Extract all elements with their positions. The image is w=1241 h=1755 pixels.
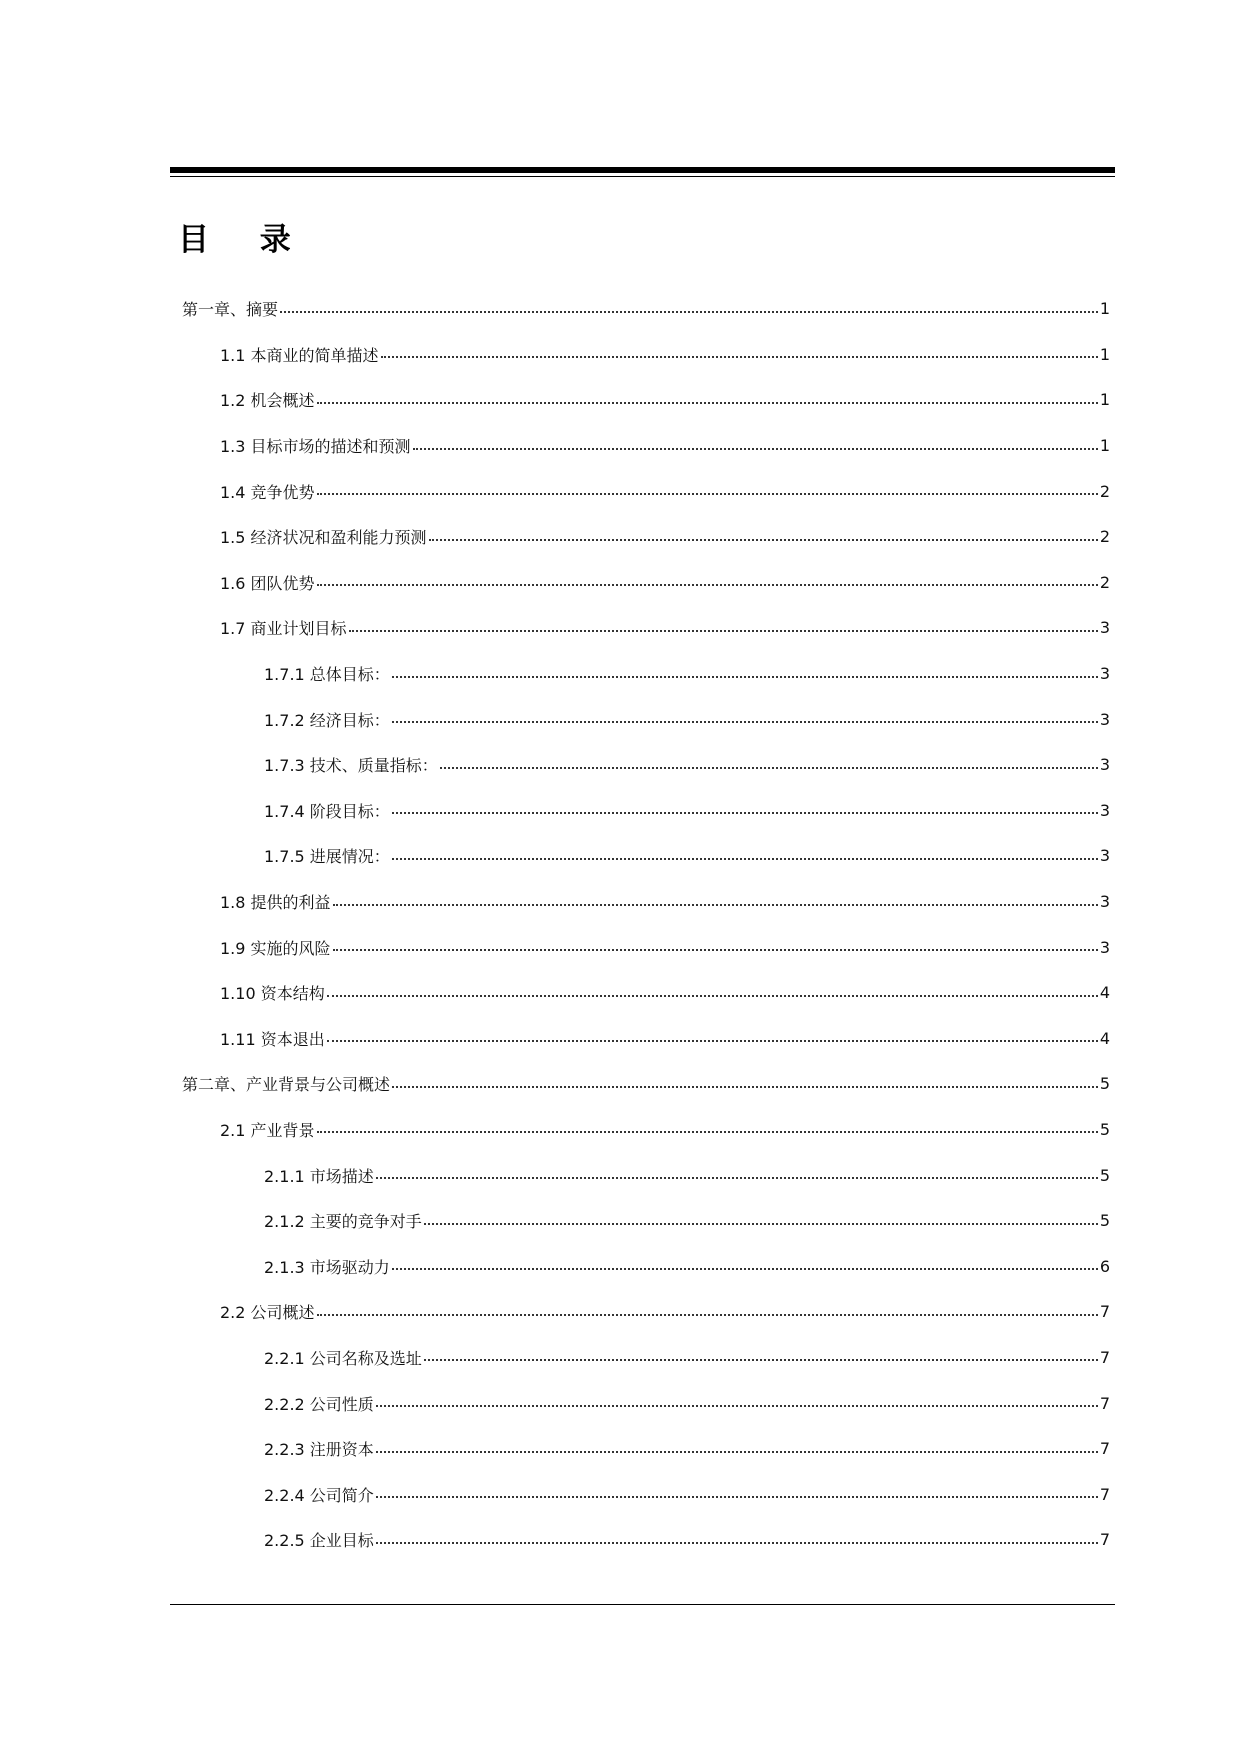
toc-leader-dots <box>317 402 1098 404</box>
toc-leader-dots <box>317 1131 1098 1133</box>
toc-leader-dots <box>424 1223 1098 1225</box>
toc-entry-label: 第一章、摘要 <box>182 300 279 320</box>
toc-entry-label: 1.7.4 阶段目标： <box>264 801 390 821</box>
toc-entry[interactable] <box>182 788 1110 834</box>
toc-entry-page-number: 1 <box>1099 344 1110 364</box>
toc-leader-dots <box>317 584 1098 586</box>
toc-leader-dots <box>376 1177 1098 1179</box>
toc-entry-label: 2.1.3 市场驱动力 <box>264 1257 390 1277</box>
footer-rule <box>170 1604 1115 1605</box>
toc-entry-label: 1.7.1 总体目标： <box>264 665 390 685</box>
toc-entry-page-number: 5 <box>1099 1074 1110 1094</box>
toc-leader-dots <box>349 630 1098 632</box>
toc-entry-page-number: 7 <box>1099 1302 1110 1322</box>
toc-entry[interactable] <box>182 423 1110 469</box>
toc-entry[interactable] <box>182 1152 1110 1198</box>
toc-leader-dots <box>376 1542 1098 1544</box>
toc-entry-page-number: 7 <box>1099 1530 1110 1550</box>
toc-entry-label: 1.7.2 经济目标： <box>264 710 390 730</box>
toc-entry-page-number: 6 <box>1099 1256 1110 1276</box>
toc-entry-page-number: 1 <box>1099 299 1110 319</box>
toc-leader-dots <box>327 995 1098 997</box>
toc-leader-dots <box>392 721 1098 723</box>
toc-entry-page-number: 7 <box>1099 1484 1110 1504</box>
toc-entry-label: 2.2.4 公司简介 <box>264 1485 374 1505</box>
toc-entry-label: 2.2.3 注册资本 <box>264 1440 374 1460</box>
toc-entry-label: 1.9 实施的风险 <box>220 938 331 958</box>
toc-entry[interactable] <box>182 1471 1110 1517</box>
toc-entry[interactable] <box>182 1243 1110 1289</box>
toc-leader-dots <box>392 1268 1098 1270</box>
toc-entry-label: 第二章、产业背景与公司概述 <box>182 1075 391 1095</box>
toc-entry-page-number: 3 <box>1099 618 1110 638</box>
toc-entry-label: 1.10 资本结构 <box>220 984 325 1004</box>
toc-entry[interactable] <box>182 1016 1110 1062</box>
toc-entry-page-number: 5 <box>1099 1119 1110 1139</box>
toc-entry-label: 1.6 团队优势 <box>220 573 315 593</box>
toc-leader-dots <box>317 1314 1098 1316</box>
toc-leader-dots <box>392 812 1098 814</box>
toc-entry-label: 1.3 目标市场的描述和预测 <box>220 437 411 457</box>
toc-leader-dots <box>333 904 1098 906</box>
toc-entry-page-number: 1 <box>1099 390 1110 410</box>
toc-entry-page-number: 3 <box>1099 937 1110 957</box>
toc-entry[interactable] <box>182 742 1110 788</box>
toc-entry-label: 1.11 资本退出 <box>220 1029 325 1049</box>
toc-entry[interactable] <box>182 468 1110 514</box>
toc-entry[interactable] <box>182 560 1110 606</box>
toc-entry-label: 2.2.2 公司性质 <box>264 1394 374 1414</box>
toc-entry[interactable] <box>182 970 1110 1016</box>
toc-leader-dots <box>327 1040 1098 1042</box>
toc-leader-dots <box>317 493 1098 495</box>
toc-entry[interactable] <box>182 1426 1110 1472</box>
header-rule-thick <box>170 167 1115 173</box>
toc-entry-page-number: 7 <box>1099 1393 1110 1413</box>
toc-entry-label: 2.2.1 公司名称及选址 <box>264 1348 422 1368</box>
toc-entry-page-number: 3 <box>1099 755 1110 775</box>
toc-entry-label: 2.2.5 企业目标 <box>264 1531 374 1551</box>
toc-entry[interactable] <box>182 651 1110 697</box>
toc-leader-dots <box>333 949 1098 951</box>
toc-entry[interactable] <box>182 514 1110 560</box>
toc-entry[interactable] <box>182 924 1110 970</box>
toc-entry-label: 2.2 公司概述 <box>220 1303 315 1323</box>
toc-entry-page-number: 3 <box>1099 709 1110 729</box>
toc-entry-page-number: 4 <box>1099 983 1110 1003</box>
toc-entry[interactable] <box>182 286 1110 332</box>
toc-entry-page-number: 2 <box>1099 527 1110 547</box>
toc-entry-page-number: 3 <box>1099 846 1110 866</box>
toc-entry-label: 1.5 经济状况和盈利能力预测 <box>220 528 427 548</box>
toc-entry[interactable] <box>182 377 1110 423</box>
toc-leader-dots <box>392 858 1098 860</box>
toc-entry-page-number: 3 <box>1099 664 1110 684</box>
toc-entry[interactable] <box>182 1198 1110 1244</box>
toc-entry[interactable] <box>182 833 1110 879</box>
toc-entry[interactable] <box>182 1289 1110 1335</box>
toc-entry-label: 2.1 产业背景 <box>220 1120 315 1140</box>
toc-leader-dots <box>376 1496 1098 1498</box>
toc-entry-page-number: 7 <box>1099 1439 1110 1459</box>
header-rule-thin <box>170 176 1115 177</box>
toc-entry[interactable] <box>182 1517 1110 1563</box>
toc-entry-label: 1.8 提供的利益 <box>220 893 331 913</box>
toc-entry-page-number: 5 <box>1099 1211 1110 1231</box>
toc-entry[interactable] <box>182 879 1110 925</box>
toc-entry-label: 2.1.2 主要的竞争对手 <box>264 1212 422 1232</box>
toc-leader-dots <box>280 311 1098 313</box>
toc-entry-page-number: 2 <box>1099 481 1110 501</box>
toc-entry-page-number: 4 <box>1099 1028 1110 1048</box>
toc-entry-label: 1.7.5 进展情况： <box>264 847 390 867</box>
toc-entry[interactable] <box>182 1380 1110 1426</box>
toc-entry-label: 1.7 商业计划目标 <box>220 619 347 639</box>
toc-entry[interactable] <box>182 696 1110 742</box>
toc-entry-label: 1.2 机会概述 <box>220 391 315 411</box>
toc-entry-page-number: 1 <box>1099 436 1110 456</box>
toc-entry-label: 1.7.3 技术、质量指标： <box>264 756 438 776</box>
toc-entry-page-number: 3 <box>1099 800 1110 820</box>
toc-entry[interactable] <box>182 332 1110 378</box>
toc-leader-dots <box>381 356 1098 358</box>
toc-entry[interactable] <box>182 1107 1110 1153</box>
toc-leader-dots <box>392 1086 1098 1088</box>
toc-leader-dots <box>429 539 1098 541</box>
toc-entry-page-number: 2 <box>1099 572 1110 592</box>
toc-leader-dots <box>376 1405 1098 1407</box>
toc-leader-dots <box>413 448 1098 450</box>
toc-entry-label: 2.1.1 市场描述 <box>264 1166 374 1186</box>
page-title: 目 录 <box>178 222 311 258</box>
toc-entry-page-number: 5 <box>1099 1165 1110 1185</box>
toc-entry-page-number: 7 <box>1099 1347 1110 1367</box>
toc-entry[interactable] <box>182 605 1110 651</box>
toc-entry-label: 1.1 本商业的简单描述 <box>220 345 379 365</box>
toc-leader-dots <box>440 767 1098 769</box>
toc-leader-dots <box>392 676 1098 678</box>
toc-entry[interactable] <box>182 1061 1110 1107</box>
toc-entry-label: 1.4 竞争优势 <box>220 482 315 502</box>
toc-leader-dots <box>376 1451 1098 1453</box>
toc-entry[interactable] <box>182 1335 1110 1381</box>
table-of-contents <box>182 286 1110 1563</box>
toc-leader-dots <box>424 1359 1098 1361</box>
toc-entry-page-number: 3 <box>1099 892 1110 912</box>
